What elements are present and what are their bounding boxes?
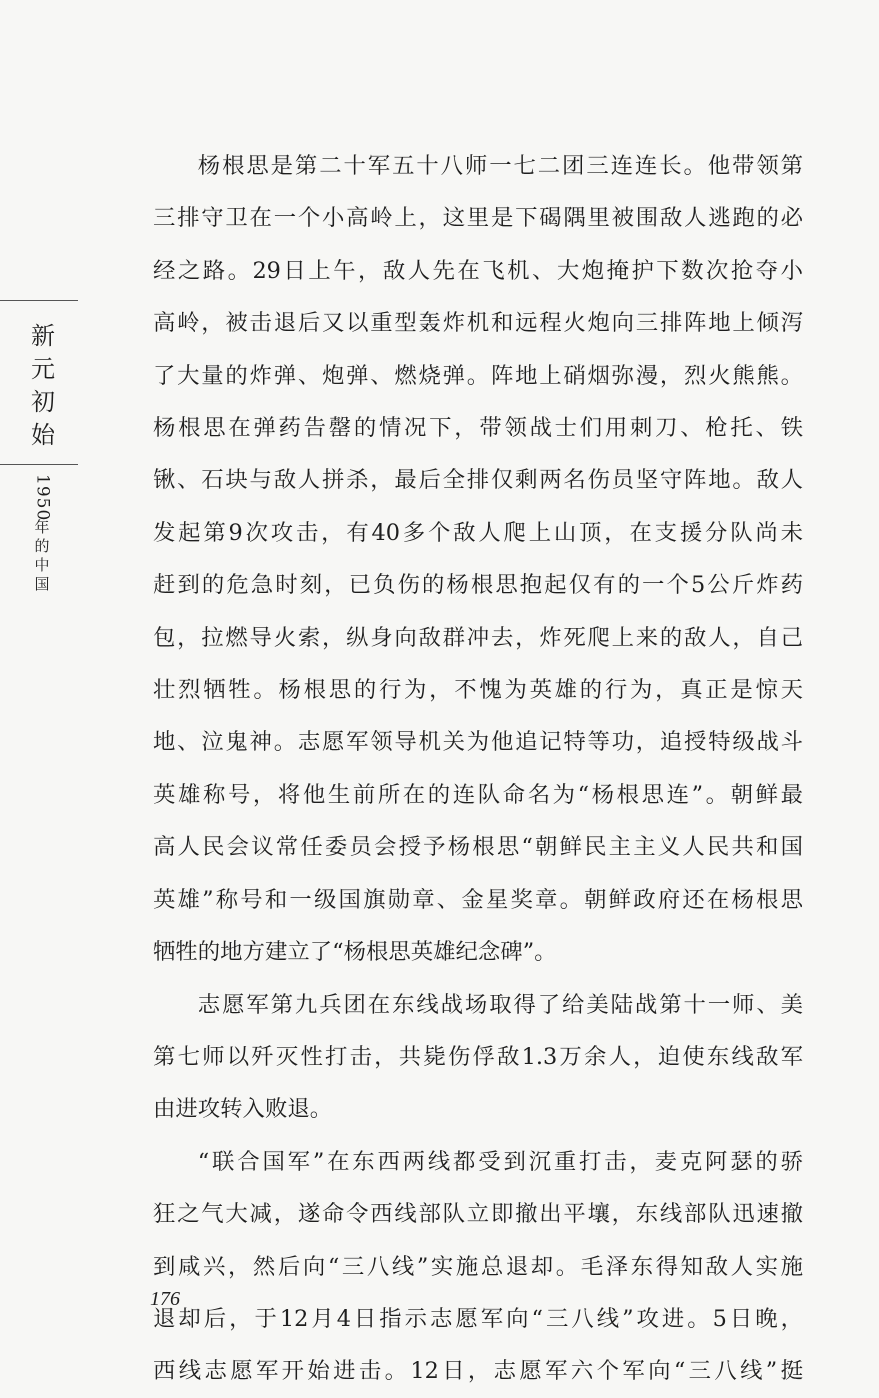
sidebar-rule-middle — [0, 464, 78, 465]
text-line: 杨根思在弹药告罄的情况下，带领战士们用刺刀、枪托、铁 — [153, 415, 803, 442]
text-line: 狂之气大减，遂命令西线部队立即撤出平壤，东线部队迅速撤 — [153, 1201, 803, 1228]
text-line: 锹、石块与敌人拼杀，最后全排仅剩两名伤员坚守阵地。敌人 — [153, 467, 803, 494]
book-subtitle-char: 中 — [34, 556, 50, 574]
text-line: 牺牲的地方建立了“杨根思英雄纪念碑”。 — [153, 939, 557, 966]
text-line: 到咸兴，然后向“三八线”实施总退却。毛泽东得知敌人实施 — [153, 1253, 803, 1280]
text-line: 三排守卫在一个小高岭上，这里是下碣隅里被围敌人逃跑的必 — [153, 205, 803, 232]
book-subtitle — [28, 474, 56, 594]
book-title-char: 新 — [31, 322, 55, 350]
text-line: 英雄”称号和一级国旗勋章、金星奖章。朝鲜政府还在杨根思 — [153, 886, 803, 913]
text-line: 西线志愿军开始进击。12日，志愿军六个军向“三八线”挺 — [153, 1358, 803, 1385]
text-line: 第七师以歼灭性打击，共毙伤俘敌1.3万余人，迫使东线敌军 — [153, 1043, 803, 1070]
text-line: 包，拉燃导火索，纵身向敌群冲去，炸死爬上来的敌人，自己 — [153, 624, 803, 651]
book-title-char: 初 — [31, 388, 55, 416]
book-title — [28, 320, 58, 452]
text-line: 地、泣鬼神。志愿军领导机关为他追记特等功，追授特级战斗 — [153, 729, 803, 756]
book-title-char: 元 — [31, 355, 55, 383]
text-line: 退却后，于12月4日指示志愿军向“三八线”攻进。5日晚， — [153, 1305, 803, 1332]
book-subtitle-char: 年 — [34, 518, 50, 536]
text-line: 壮烈牺牲。杨根思的行为，不愧为英雄的行为，真正是惊天 — [153, 677, 803, 704]
page-number: 176 — [150, 1288, 180, 1310]
text-line: 发起第9次攻击，有40多个敌人爬上山顶，在支援分队尚未 — [153, 519, 803, 546]
body-text — [153, 140, 803, 1398]
text-line: 高岭，被击退后又以重型轰炸机和远程火炮向三排阵地上倾泻 — [153, 310, 803, 337]
text-line: 经之路。29日上午，敌人先在飞机、大炮掩护下数次抢夺小 — [153, 257, 803, 284]
text-line: “联合国军”在东西两线都受到沉重打击，麦克阿瑟的骄 — [197, 1148, 803, 1175]
text-line: 了大量的炸弹、炮弹、燃烧弹。阵地上硝烟弥漫，烈火熊熊。 — [153, 362, 803, 389]
book-subtitle-year: 1950 — [32, 474, 53, 522]
book-subtitle-char: 的 — [34, 537, 50, 555]
text-line: 英雄称号，将他生前所在的连队命名为“杨根思连”。朝鲜最 — [153, 781, 803, 808]
text-line: 志愿军第九兵团在东线战场取得了给美陆战第十一师、美 — [197, 991, 803, 1018]
book-title-char: 始 — [31, 421, 55, 449]
text-line: 由进攻转入败退。 — [153, 1096, 333, 1123]
book-subtitle-char: 国 — [34, 575, 50, 593]
text-line: 高人民会议常任委员会授予杨根思“朝鲜民主主义人民共和国 — [153, 834, 803, 861]
sidebar-rule-top — [0, 300, 78, 301]
text-line: 杨根思是第二十军五十八师一七二团三连连长。他带领第 — [197, 153, 803, 179]
text-line: 赶到的危急时刻，已负伤的杨根思抱起仅有的一个5公斤炸药 — [153, 572, 803, 599]
